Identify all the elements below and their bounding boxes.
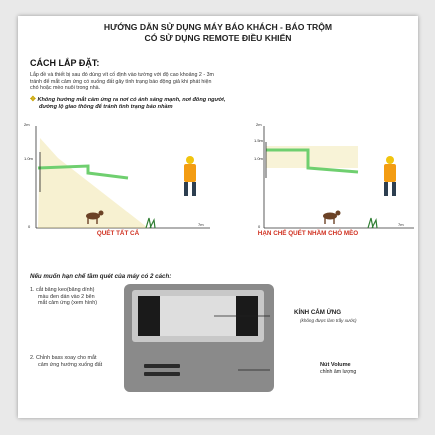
diagram-limit-scan [218, 118, 418, 242]
left-label-top: 2m [24, 122, 30, 127]
method-1 [30, 287, 97, 307]
left-label-right: 7m [198, 222, 204, 227]
method-2-line-2: cảm ứng hướng xuống đất [38, 361, 103, 368]
instruction-sheet [18, 16, 418, 418]
warning-icon: ✥ [30, 96, 36, 103]
method-2-line-1: 2. Chỉnh bass xoay cho mắt [30, 355, 97, 361]
install-body [30, 72, 408, 92]
method-1-line-1: 1. cắt băng keo(băng dính) [30, 287, 95, 293]
volume-title: Nút Volume [320, 362, 351, 368]
slot-2 [144, 372, 180, 376]
diagram-scan-all [18, 118, 218, 242]
right-person-icon [384, 156, 396, 196]
volume-desc: chỉnh âm lượng [320, 368, 357, 375]
right-label-mid: 1.0m [254, 156, 263, 161]
black-tape-left [138, 296, 160, 336]
install-body-line-1: Lắp đề và thiết bị sau đó dùng vít cố định vào tường với độ cao khoảng 2 - 3m [30, 72, 214, 78]
sensor-caption: KÍNH CẢM ỨNG [294, 309, 342, 316]
right-label-top: 2m [256, 122, 262, 127]
caption-scan-all: QUÉT TẤT CẢ [96, 230, 140, 237]
method-1-line-2: màu đen dán vào 2 bên [38, 293, 95, 300]
warning-line-1: Không hướng mắt cảm ứng ra nơi có ánh sáng mạnh, nơi đông người, [37, 97, 226, 103]
install-body-line-3: chó hoặc mèo nuôi trong nhà. [30, 85, 101, 92]
install-warning [30, 97, 408, 111]
left-grass-icon [146, 218, 155, 228]
title-line-1: HƯỚNG DẪN SỬ DỤNG MÁY BÁO KHÁCH - BÁO TRỘM [103, 22, 333, 32]
left-person-icon [184, 156, 196, 196]
method-2 [30, 355, 102, 368]
page-title [18, 22, 418, 44]
title-line-2: CÓ SỬ DỤNG REMOTE ĐIỀU KHIỂN [144, 33, 292, 43]
right-label-right: 7m [398, 222, 404, 227]
sensor-note: (không được làm trầy xước) [300, 318, 357, 323]
slot-1 [144, 364, 180, 368]
method-1-line-3: mắt cảm ứng (xem hình) [38, 300, 98, 307]
warning-line-2: đường lộ giao thông để tránh tình trạng báo nhầm [39, 103, 173, 110]
adjust-heading: Nếu muốn hạn chế tầm quét của máy có 2 cách: [30, 273, 172, 280]
volume-label [320, 362, 356, 375]
left-label-bottom: 0 [28, 224, 31, 229]
caption-limit-scan: HẠN CHẾ QUÉT NHẦM CHÓ MÈO [257, 230, 359, 237]
right-label-bottom: 0 [258, 224, 261, 229]
right-label-upper: 1.5m [254, 138, 263, 143]
right-grass-icon [368, 218, 377, 228]
install-heading: CÁCH LẮP ĐẶT: [30, 58, 100, 68]
left-label-mid: 1.0m [24, 156, 33, 161]
install-body-line-2: tránh để mắt cảm ứng có xuống đất gây tình trạng báo động giả khi phát hiện [30, 78, 212, 85]
sensor-device-illustration [118, 278, 278, 396]
right-dog-icon [323, 211, 341, 225]
